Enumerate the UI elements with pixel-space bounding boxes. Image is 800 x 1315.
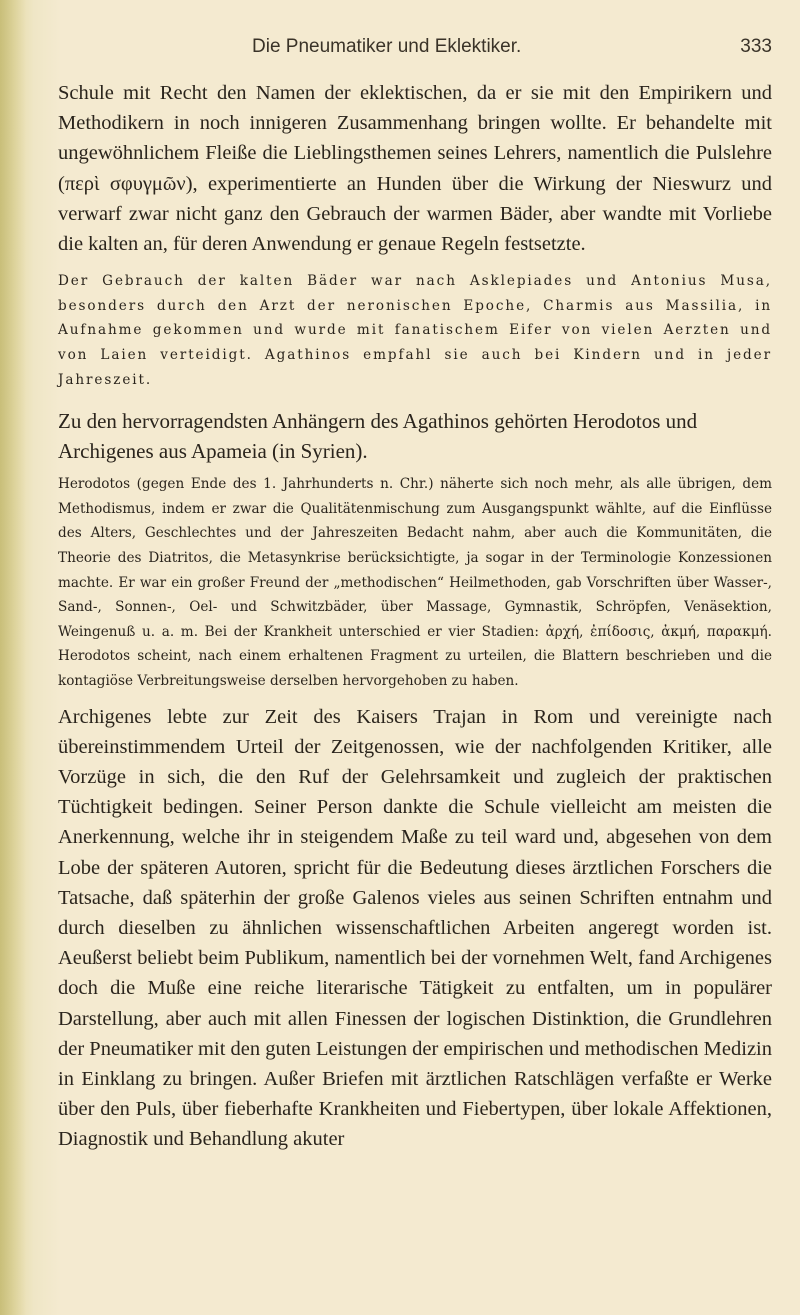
page-header	[60, 30, 772, 64]
paragraph-followers: Zu den hervorragendsten Anhängern des Agathinos gehörten Herodotos und Archigenes aus Apameia (in Syrien).	[58, 409, 698, 464]
herodotos-text-d: Herodotos scheint, nach einem erhaltenen Fragment zu urteilen, die Blattern beschrieben und die kontagiöse Verbreitungsweise derselben hervorgehoben zu haben.	[58, 648, 772, 689]
running-head: Die Pneumatiker und Eklektiker.	[252, 36, 522, 57]
note-cold-baths: Der Gebrauch der kalten Bäder war nach Asklepiades und Antonius Musa, besonders durch den Arzt der neronischen Epoche, Charmis aus Massilia, in Aufnahme gekommen und wurde mit fanatischem Eifer von vielen Aerzten und von Laien verteidigt. Agathinos empfahl sie auch bei Kindern und in jeder Jahreszeit.	[58, 273, 772, 388]
paragraph-agathinos-school: Schule mit Recht den Namen der eklektischen, da er sie mit den Empirikern und Methodikern in noch innigeren Zusammenhang bringen wollte. Er behandelte mit ungewöhnlichem Fleiße die Lieblingsthemen seines Lehrers, namentlich die Pulslehre (περὶ σφυγμῶν), experimentierte an Hunden über die Wirkung der Nieswurz und verwarf zwar nicht ganz den Gebrauch der warmen Bäder, aber wandte mit Vorliebe die kalten an, für deren Anwendung er genaue Regeln festsetzte.	[58, 82, 772, 256]
page-body	[58, 78, 772, 1155]
page-number: 333	[740, 36, 772, 57]
herodotos-text-b: Er war ein großer Freund der „methodischen“ Heilmethoden, gab Vorschriften über Wasser-, Sand-, Sonnen-, Oel- und Schwitzbäder, über Massage, Gymnastik, Schröpfen, Venäsektion, Weingenuß u. a. m. Bei der Krankheit unterschied er vier Stadien:	[58, 574, 772, 640]
greek-stages: ἀρχή, ἐπίδοσις, ἀκμή, παρακμή.	[545, 623, 772, 640]
herodotos-text-a: Herodotos (gegen Ende des 1. Jahrhunderts n. Chr.) näherte sich noch mehr, als alle übrigen, dem Methodismus, indem er zwar die Qualitätenmischung zum Ausgangspunkt wählte, auf die Einflüsse des Alters, Geschlechtes und der Jahreszeiten Bedacht nahm, aber auch die Kommunitäten, die Theorie des Diatritos, die Metasynkrise berücksichtigte, ja sogar in der Terminologie Konzessionen machte.	[58, 476, 772, 591]
note-herodotos	[58, 472, 772, 693]
binding-gutter-shadow	[0, 0, 26, 1315]
paragraph-archigenes: Archigenes lebte zur Zeit des Kaisers Trajan in Rom und vereinigte nach übereinstimmendem Urteil der Zeitgenossen, wie der nachfolgenden Kritiker, alle Vorzüge in sich, die den Ruf der Gelehrsamkeit und zugleich der praktischen Tüchtigkeit bedingen. Seiner Person dankte die Schule vielleicht am meisten die Anerkennung, welche ihr in steigendem Maße zu teil ward und, abgesehen von dem Lobe der späteren Autoren, spricht für die Bedeutung dieses ärztlichen Forschers die Tatsache, daß späterhin der große Galenos vieles aus seinen Schriften entnahm und durch dieselben zu ähnlichen wissenschaftlichen Arbeiten angeregt worden ist. Aeußerst beliebt beim Publikum, namentlich bei der vornehmen Welt, fand Archigenes doch die Muße eine reiche literarische Tätigkeit zu entfalten, um in populärer Darstellung, aber auch mit allen Finessen der logischen Distinktion, die Grundlehren der Pneumatiker mit den guten Leistungen der empirischen und methodischen Medizin in Einklang zu bringen. Außer Briefen mit ärztlichen Ratschlägen verfaßte er Werke über den Puls, über fieberhafte Krankheiten und Fiebertypen, über lokale Affektionen, Diagnostik und Behandlung akuter	[58, 705, 772, 1151]
